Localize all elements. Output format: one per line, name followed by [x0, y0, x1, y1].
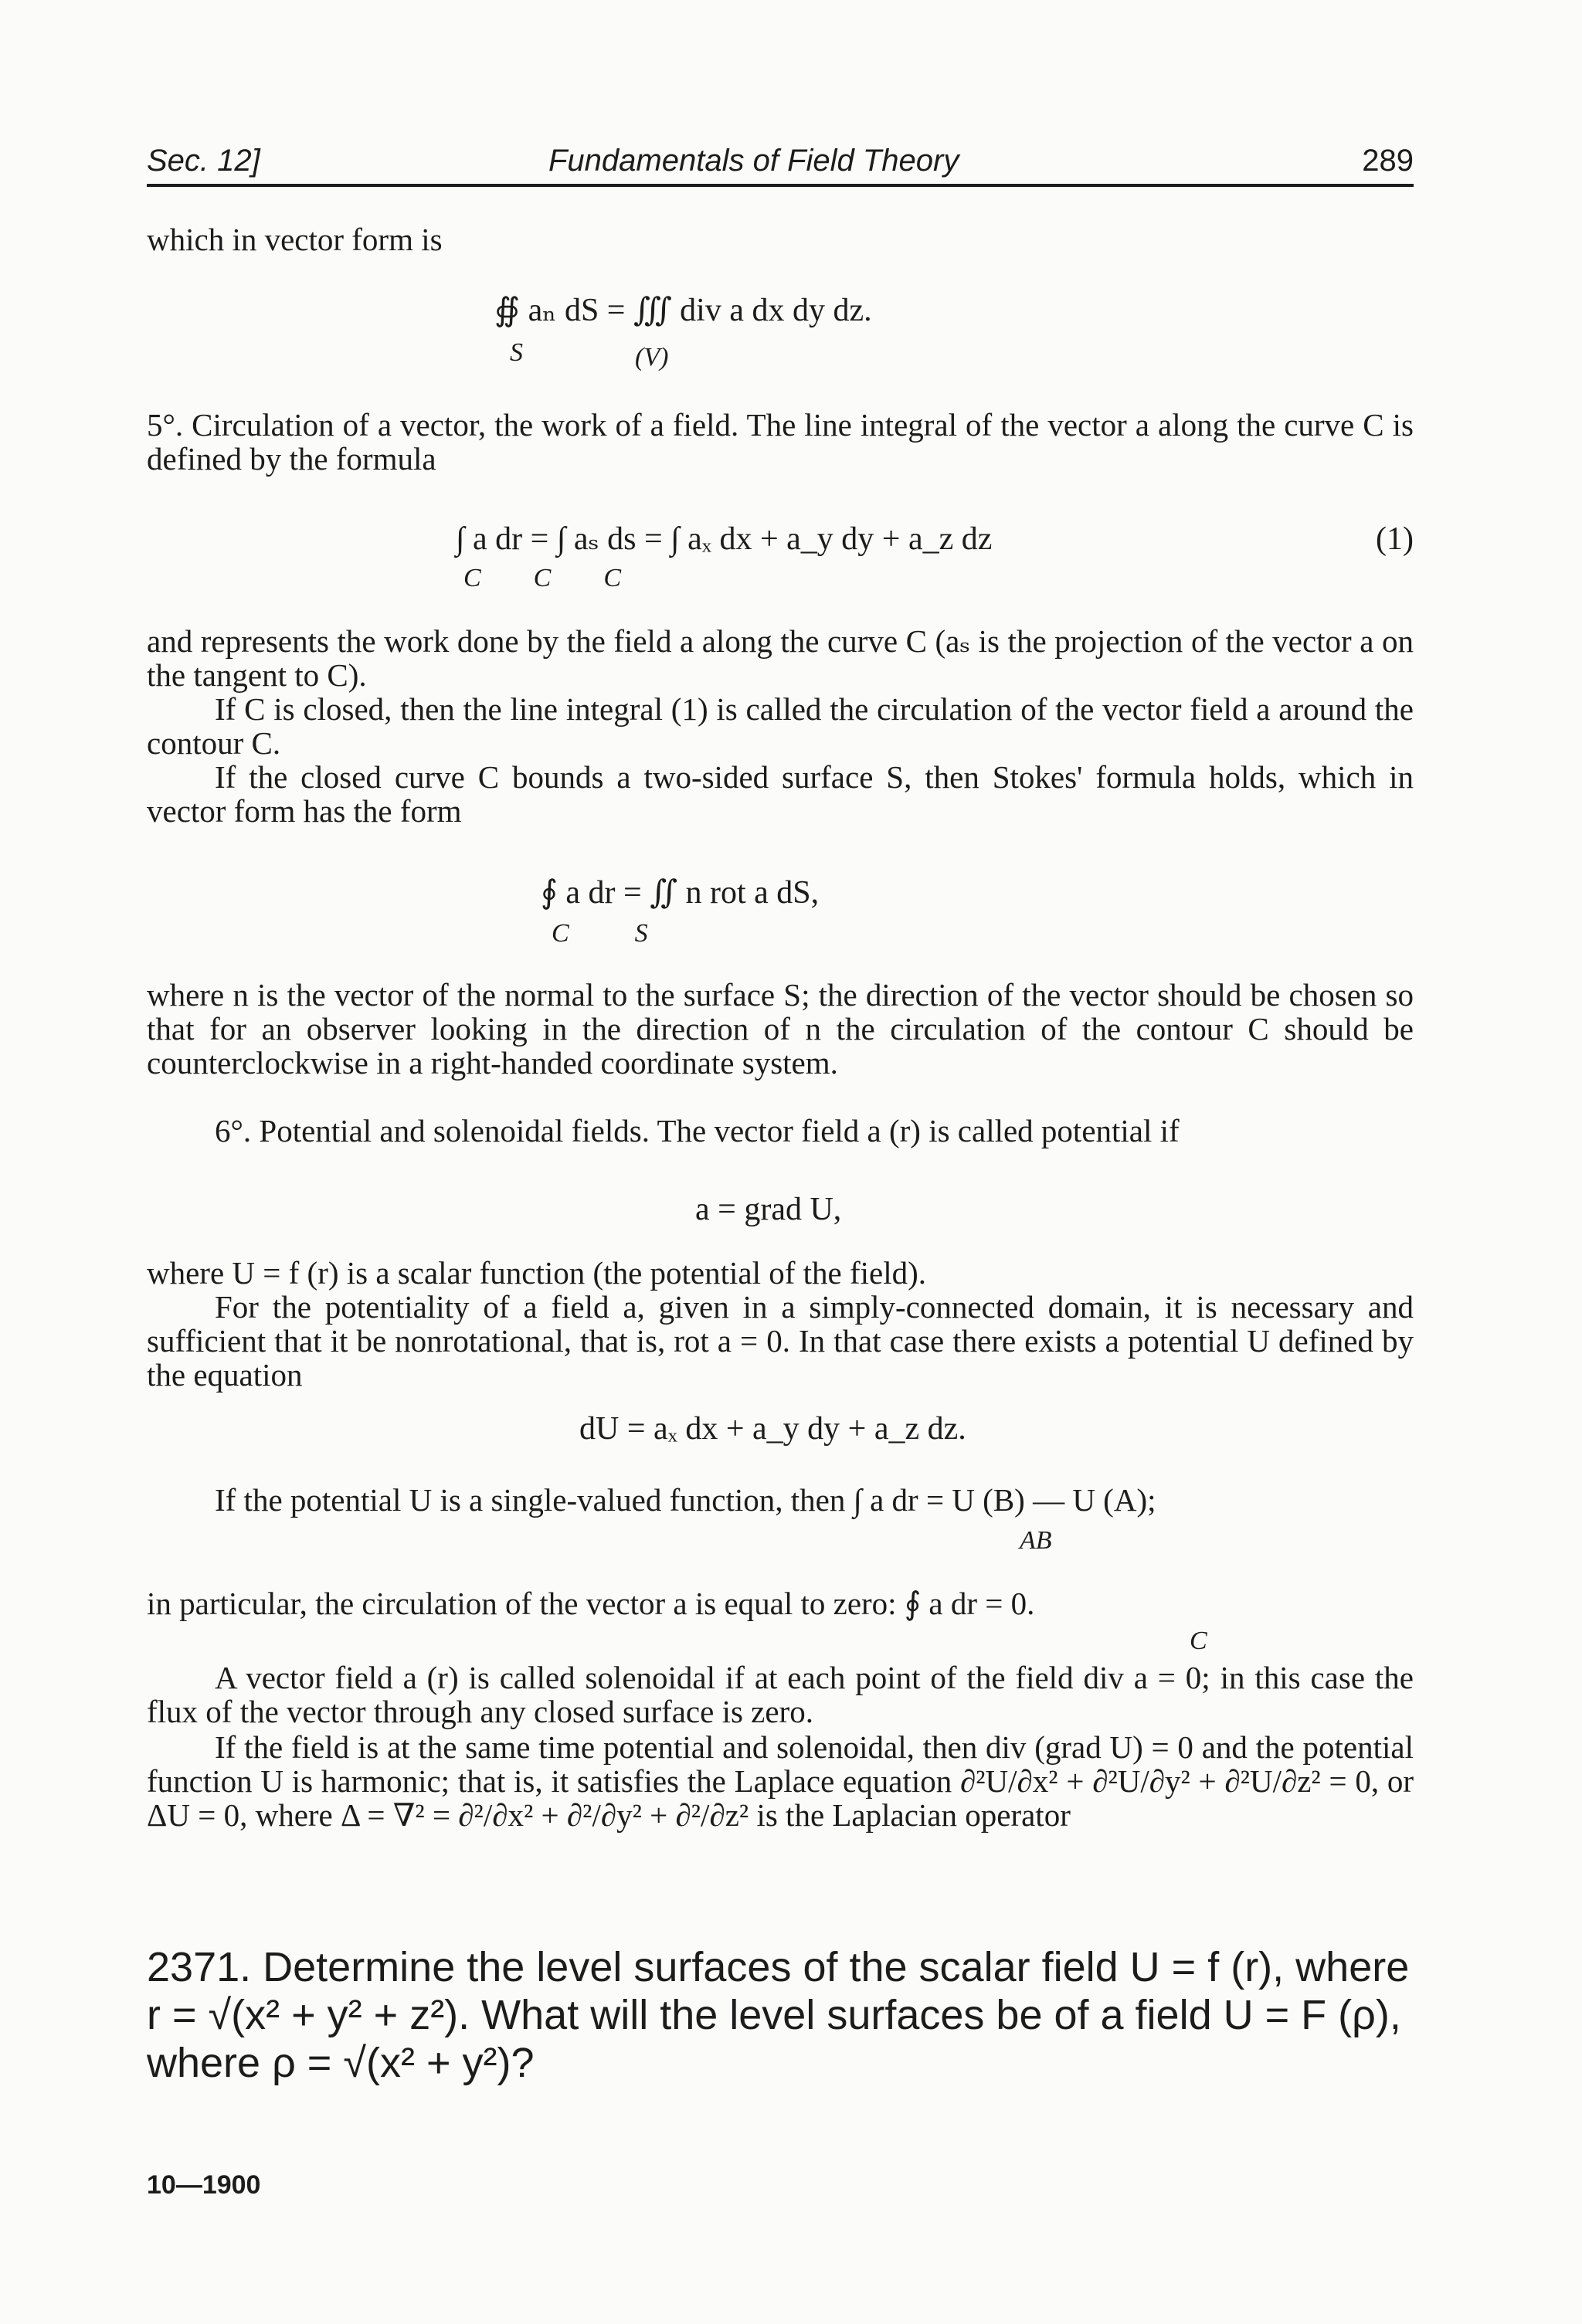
section-label: Sec. 12] — [147, 144, 260, 178]
paragraph-normal: where n is the vector of the normal to the surface S; the direction of the vector should be chosen so that for an observer looking in the direction of n the circulation of the contour C should be counterclockwise in a right-handed coordinate system. — [147, 977, 1414, 1081]
paragraph-stokes: If the closed curve C bounds a two-sided surface S, then Stokes' formula holds, which in vector form has the form — [147, 759, 1414, 829]
equation-line-integral-lowers: C C C — [463, 564, 622, 592]
chapter-title: Fundamentals of Field Theory — [548, 144, 959, 178]
problem-2371: 2371. Determine the level surfaces of the scalar field U = f (r), where r = √(x² + y² + z²). What will the level surfaces be of a field U = F (ρ), where ρ = √(x² + y²)? — [147, 1944, 1410, 2086]
paragraph-work: and represents the work done by the field a along the curve C (aₛ is the projection of the vector a on the tangent to C). — [147, 623, 1414, 693]
integral-lower-ab: AB — [1020, 1526, 1052, 1555]
paragraph-closed: If C is closed, then the line integral (1) is called the circulation of the vector field a around the contour C. — [147, 691, 1414, 761]
paragraph-circulation: 5°. Circulation of a vector, the work of a field. The line integral of the vector a along the curve C is defined by the formula — [147, 407, 1414, 477]
paragraph-single-valued: If the potential U is a single-valued function, then ∫ a dr = U (B) — U (A); — [215, 1482, 1156, 1518]
paragraph-potential: 6°. Potential and solenoidal fields. The vector field a (r) is called potential if — [215, 1113, 1180, 1148]
equation-number: (1) — [1376, 521, 1414, 557]
paragraph-intro: which in vector form is — [147, 222, 443, 257]
page-number: 289 — [1362, 144, 1414, 178]
equation-divergence-lower-s: S — [510, 338, 523, 367]
integral-lower-c: C — [1190, 1627, 1207, 1655]
equation-divergence-lower-v: (V) — [635, 343, 669, 372]
paragraph-solenoidal: A vector field a (r) is called solenoidal if at each point of the field div a = 0; in this case the flux of the vector through any closed surface is zero. — [147, 1660, 1414, 1729]
paragraph-zero-circulation: in particular, the circulation of the vector a is equal to zero: ∮ a dr = 0. — [147, 1586, 1035, 1621]
equation-grad: a = grad U, — [695, 1192, 842, 1227]
running-header — [147, 137, 1414, 187]
paragraph-scalar: where U = f (r) is a scalar function (the potential of the field). — [147, 1255, 927, 1291]
equation-line-integral: ∫ a dr = ∫ aₛ ds = ∫ aₓ dx + a_y dy + a_z dz — [456, 521, 993, 557]
equation-stokes: ∮ a dr = ∬ n rot a dS, — [541, 875, 820, 911]
equation-stokes-lowers: C S — [552, 919, 648, 948]
signature-mark: 10—1900 — [147, 2170, 261, 2200]
equation-divergence: ∯ aₙ dS = ∭ div a dx dy dz. — [494, 293, 872, 328]
equation-du: dU = aₓ dx + a_y dy + a_z dz. — [579, 1411, 966, 1447]
paragraph-potentiality: For the potentiality of a field a, given in a simply-connected domain, it is necessary and sufficient that it be nonrotational, that is, rot a = 0. In that case there exists a potential U defined by the equation — [147, 1289, 1414, 1393]
paragraph-harmonic: If the field is at the same time potential and solenoidal, then div (grad U) = 0 and the potential function U is harmonic; that is, it satisfies the Laplace equation ∂²U/∂x² + ∂²U/∂y² + ∂²U/∂z² = 0, or ΔU = 0, where Δ = ∇² = ∂²/∂x² + ∂²/∂y² + ∂²/∂z² is the Laplacian operator — [147, 1729, 1414, 1833]
